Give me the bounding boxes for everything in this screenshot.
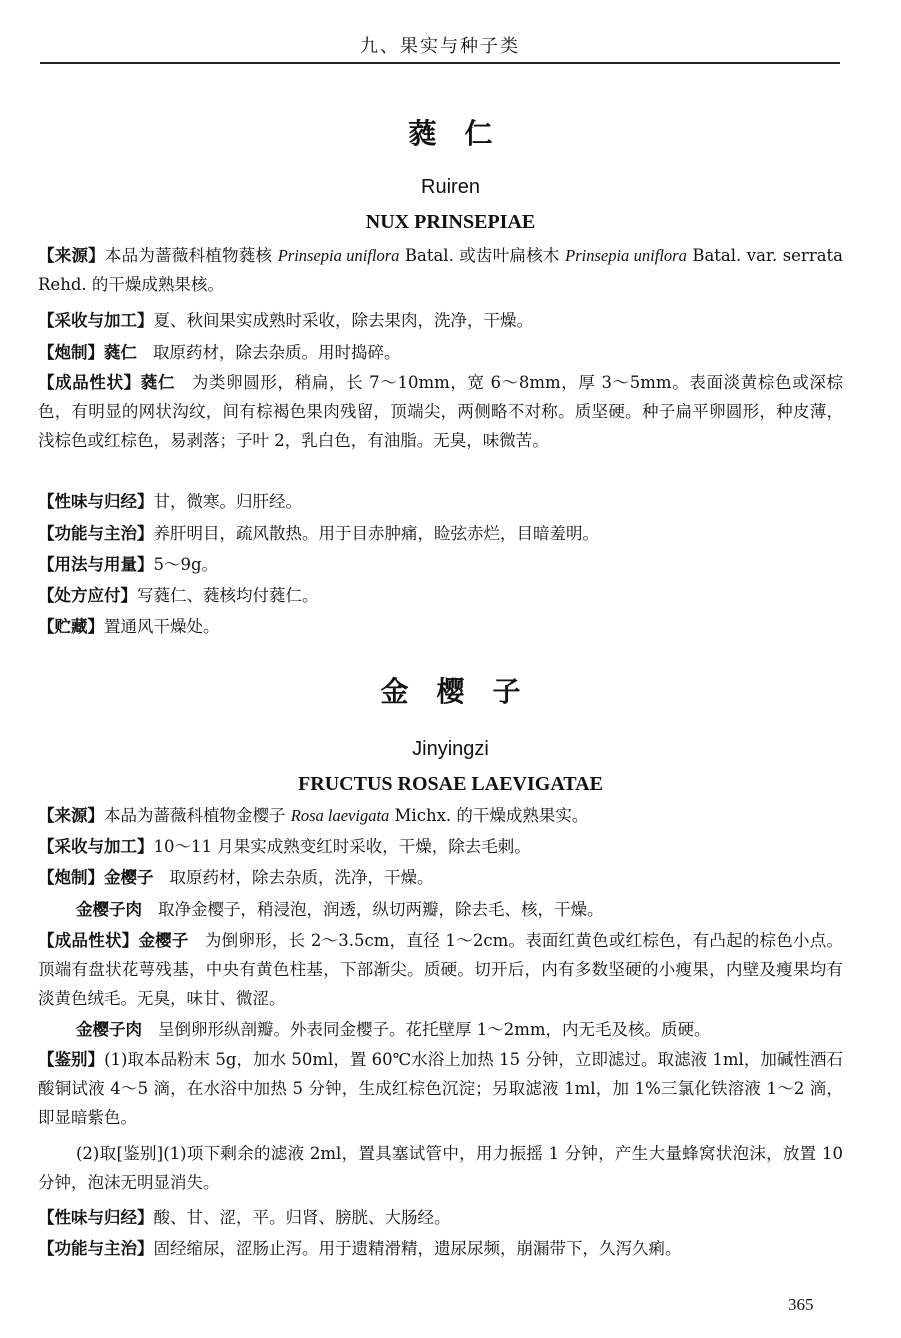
running-header: 九、果实与种子类: [360, 36, 520, 57]
section-tag: 【炮制】: [38, 868, 104, 887]
text: 养肝明目，疏风散热。用于目赤肿痛，睑弦赤烂，目暗羞明。: [153, 524, 599, 543]
text: 夏、秋间果实成熟时采收，除去果肉，洗净，干燥。: [153, 311, 533, 330]
species-name: Prinsepia uniflora: [565, 246, 687, 265]
text: 为倒卵形，长 2～3.5cm，直径 1～2cm。表面红黄色或红棕色，有凸起的棕色小点。顶端有盘状花萼残基，中央有黄色柱基，下部渐尖。质硬。切开后，内有多数坚硬的小瘦果，内壁及瘦果均有淡黄色绒毛。无臭，味甘、微涩。: [38, 931, 844, 1008]
text: 本品为蔷薇科植物金樱子: [104, 806, 291, 825]
ruiren-dosage: [38, 550, 843, 579]
text: 取净金樱子，稍浸泡，润透，纵切两瓣，除去毛、核，干燥。: [158, 900, 604, 919]
ruiren-processing: [38, 338, 843, 367]
section-tag: 【来源】: [38, 806, 104, 825]
section-tag: 【用法与用量】: [38, 555, 154, 574]
text: 固经缩尿，涩肠止泻。用于遗精滑精，遗尿尿频，崩漏带下，久泻久痢。: [153, 1239, 682, 1258]
jinyingzi-identification: [38, 1045, 843, 1132]
entry-title-ruiren: 蕤 仁: [408, 117, 493, 150]
text: 取原药材，除去杂质。用时捣碎。: [153, 343, 401, 362]
page-number: 365: [788, 1295, 814, 1314]
section-tag: 【采收与加工】: [38, 837, 154, 856]
jinyingzi-identification-2: [38, 1139, 843, 1197]
jinyingzi-harvest: [38, 832, 843, 861]
ruiren-source: [38, 241, 843, 299]
text: 酸、甘、涩，平。归肾、膀胱、大肠经。: [153, 1208, 451, 1227]
section-tag: 【成品性状】: [38, 931, 139, 950]
text: 5～9g。: [153, 555, 219, 574]
jinyingzi-characteristics-flesh: [76, 1015, 843, 1044]
text: 10～11 月果实成熟变红时采收，干燥，除去毛刺。: [153, 837, 531, 856]
header-rule: [40, 62, 840, 64]
section-tag: 【炮制】: [38, 343, 104, 362]
text: Batal. 或齿叶扁核木: [399, 246, 566, 265]
item-name: 金樱子: [138, 931, 189, 950]
entry-latin-jinyingzi: FRUCTUS ROSAE LAEVIGATAE: [298, 773, 603, 795]
section-tag: 【鉴别】: [38, 1050, 105, 1069]
jinyingzi-processing-flesh: [76, 895, 843, 924]
text: (2)取[鉴别](1)项下剩余的滤液 2ml，置具塞试管中，用力振摇 1 分钟，产生大量蜂窝状泡沫，放置 10 分钟，泡沫无明显消失。: [38, 1144, 843, 1192]
ruiren-storage: [38, 612, 843, 641]
section-tag: 【功能与主治】: [38, 524, 154, 543]
text: 置通风干燥处。: [104, 617, 220, 636]
text: 呈倒卵形纵剖瓣。外表同金樱子。花托壁厚 1～2mm，内无毛及核。质硬。: [158, 1020, 711, 1039]
text: Michx. 的干燥成熟果实。: [389, 806, 589, 825]
text: 取原药材，除去杂质，洗净，干燥。: [169, 868, 434, 887]
ruiren-characteristics: [38, 368, 843, 455]
species-name: Prinsepia uniflora: [277, 246, 400, 265]
jinyingzi-taste: [38, 1203, 843, 1232]
text: 为类卵圆形，稍扁，长 7～10mm，宽 6～8mm，厚 3～5mm。表面淡黄棕色或深棕色，有明显的网状沟纹，间有棕褐色果肉残留，顶端尖，两侧略不对称。质坚硬。种子扁平卵圆形，种皮薄，浅棕色或红棕色，易剥落；子叶 2，乳白色，有油脂。无臭，味微苦。: [38, 373, 843, 450]
jinyingzi-characteristics: [38, 926, 843, 1013]
section-tag: 【功能与主治】: [38, 1239, 154, 1258]
text: Batal. var. serrata Rehd. 的干燥成熟果核。: [38, 246, 844, 294]
item-name: 金樱子肉: [76, 900, 142, 919]
section-tag: 【处方应付】: [38, 586, 137, 605]
text: (1)取本品粉末 5g，加水 50ml，置 60℃水浴上加热 15 分钟，立即滤过。取滤液 1ml，加碱性酒石酸铜试液 4～5 滴，在水浴中加热 5 分钟，生成红棕色沉淀；另取滤液 1ml，加 1%三氯化铁溶液 1～2 滴，即显暗紫色。: [38, 1050, 844, 1127]
ruiren-prescription: [38, 581, 843, 610]
section-tag: 【成品性状】: [38, 373, 141, 392]
ruiren-function: [38, 519, 843, 548]
entry-title-jinyingzi: 金 樱 子: [380, 675, 521, 708]
section-tag: 【来源】: [38, 246, 105, 265]
entry-latin-ruiren: NUX PRINSEPIAE: [365, 211, 536, 233]
item-name: 金樱子: [104, 868, 154, 887]
ruiren-taste: [38, 487, 843, 516]
text: 写蕤仁、蕤核均付蕤仁。: [137, 586, 319, 605]
section-tag: 【采收与加工】: [38, 311, 154, 330]
jinyingzi-source: [38, 801, 843, 830]
item-name: 金樱子肉: [76, 1020, 142, 1039]
species-name: Rosa laevigata: [290, 806, 390, 825]
jinyingzi-function: [38, 1234, 843, 1263]
entry-pinyin-ruiren: Ruiren: [421, 176, 480, 198]
text: 本品为蔷薇科植物蕤核: [104, 246, 278, 265]
jinyingzi-processing: [38, 863, 843, 892]
section-tag: 【性味与归经】: [38, 1208, 154, 1227]
item-name: 蕤仁: [104, 343, 137, 362]
text: 甘，微寒。归肝经。: [153, 492, 302, 511]
item-name: 蕤仁: [140, 373, 176, 392]
ruiren-harvest: [38, 306, 843, 335]
section-tag: 【性味与归经】: [38, 492, 154, 511]
entry-pinyin-jinyingzi: Jinyingzi: [412, 738, 489, 760]
section-tag: 【贮藏】: [38, 617, 104, 636]
